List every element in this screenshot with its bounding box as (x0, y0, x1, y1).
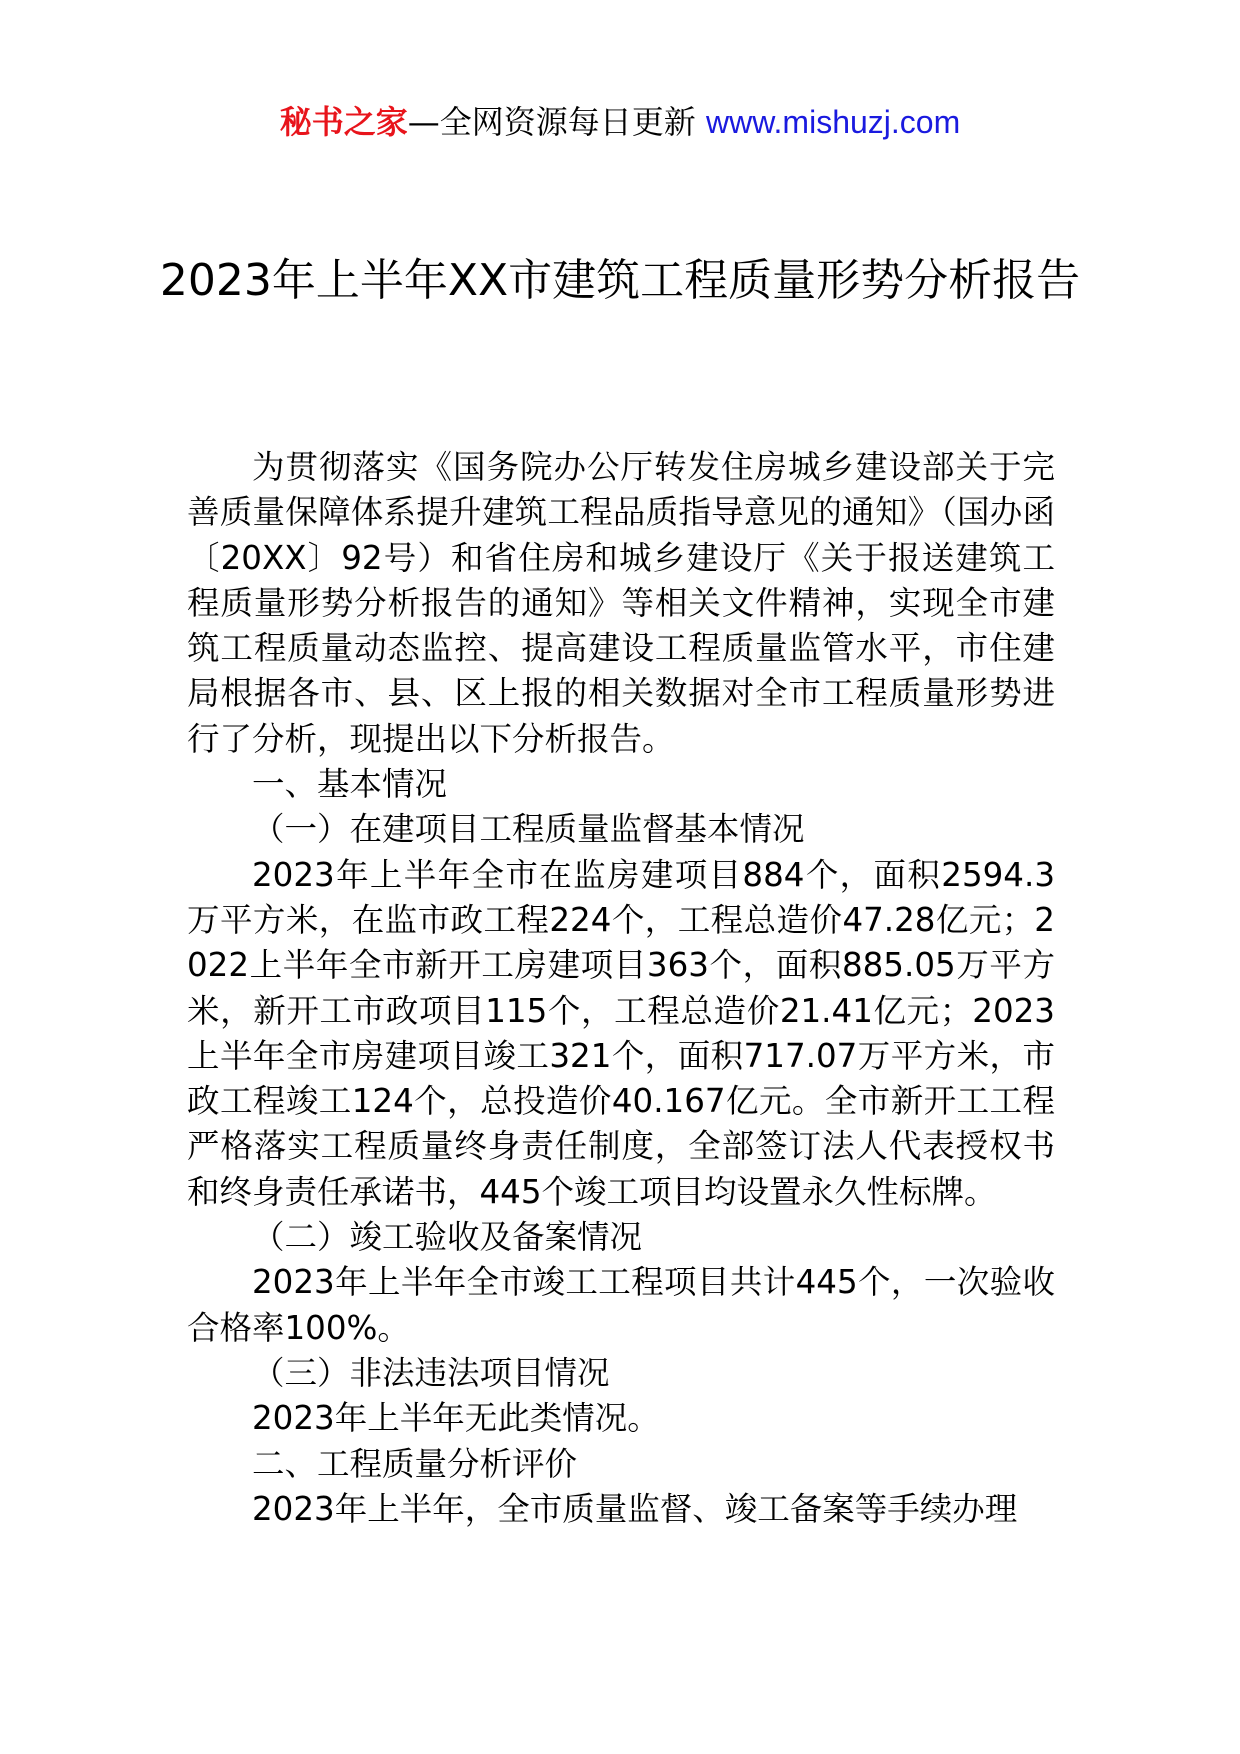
paragraph-illegal-projects: 2023年上半年无此类情况。 (252, 1399, 660, 1438)
paragraph-quality-analysis: 2023年上半年，全市质量监督、竣工备案等手续办理 (252, 1489, 1018, 1528)
subsection-heading-1-3: （三）非法违法项目情况 (252, 1353, 610, 1392)
paragraph-project-stats: 2023年上半年全市在监房建项目884个，面积2594.3万平方米，在监市政工程224个，工程总造价47.28亿元；2022上半年全市新开工房建项目363个，面积885.05万平方米，新开工市政项目115个，工程总造价21.41亿元；2023上半年全市房建项目竣工321个，面积717.07万平方米，市政工程竣工124个，总投造价40.167亿元。全市新开工工程严格落实工程质量终身责任制度，全部签订法人代表授权书和终身责任承诺书，445个竣工项目均设置永久性标牌。 (187, 855, 1055, 1211)
header-tagline: —全网资源每日更新 (407, 103, 706, 141)
site-url-link[interactable]: www.mishuzj.com (705, 104, 961, 140)
paragraph-acceptance: 2023年上半年全市竣工工程项目共计445个，一次验收合格率100%。 (187, 1263, 1055, 1347)
paragraph-intro: 为贯彻落实《国务院办公厅转发住房城乡建设部关于完善质量保障体系提升建筑工程品质指导意见的通知》（国办函〔20XX〕92号）和省住房和城乡建设厅《关于报送建筑工程质量形势分析报告的通知》等相关文件精神，实现全市建筑工程质量动态监控、提高建设工程质量监管水平，市住建局根据各市、县、区上报的相关数据对全市工程质量形势进行了分析，现提出以下分析报告。 (187, 448, 1055, 758)
subsection-heading-1-2: （二）竣工验收及备案情况 (252, 1218, 643, 1257)
document-title: 2023年上半年XX市建筑工程质量形势分析报告 (159, 255, 1081, 306)
site-header (0, 100, 1240, 144)
document-body (187, 445, 1055, 1532)
subsection-heading-1-1: （一）在建项目工程质量监督基本情况 (252, 810, 805, 849)
section-heading-1: 一、基本情况 (252, 765, 448, 804)
brand-name: 秘书之家 (279, 103, 408, 141)
section-heading-2: 二、工程质量分析评价 (252, 1444, 578, 1483)
